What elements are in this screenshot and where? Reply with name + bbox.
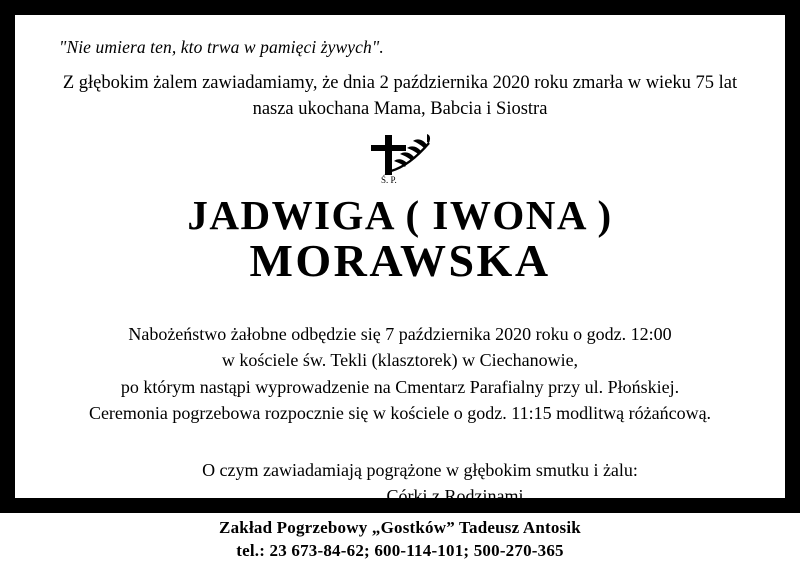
service-line-1: Nabożeństwo żałobne odbędzie się 7 października 2020 roku o godz. 12:00 (128, 324, 672, 345)
cross-with-palm-icon (357, 133, 443, 185)
closing-message (31, 457, 769, 509)
funeral-home-name: Zakład Pogrzebowy „Gostków” Tadeusz Antosik (219, 518, 581, 537)
service-line-4: Ceremonia pogrzebowa rozpocznie się w kościele o godz. 11:15 modlitwą różańcową. (88, 403, 712, 424)
memorial-quote: "Nie umiera ten, kto trwa w pamięci żywych". (59, 37, 384, 57)
service-line-3: po którym nastąpi wyprowadzenie na Cmentarz Parafialny przy ul. Płońskiej. (120, 376, 680, 397)
deceased-surname: MORAWSKA (249, 235, 551, 287)
service-line-2: w kościele św. Tekli (klasztorek) w Ciechanowie, (221, 350, 579, 371)
announcement-line-2: nasza ukochana Mama, Babcia i Siostra (252, 99, 548, 120)
deceased-first-names: JADWIGA ( IWONA ) (187, 191, 613, 238)
closing-line-1: O czym zawiadamiają pogrążone w głębokim smutku i żalu: (202, 459, 638, 480)
sp-inscription: Ś. P. (381, 174, 397, 185)
announcement-line-1: Z głębokim żalem zawiadamiamy, że dnia 2 października 2020 roku zmarła w wieku 75 lat (62, 73, 738, 93)
funeral-home-phones: tel.: 23 673-84-62; 600-114-101; 500-270-365 (236, 540, 564, 560)
funeral-home-footer (0, 513, 800, 560)
closing-line-2: Córki z Rodzinami (386, 485, 524, 506)
notice-content (12, 12, 788, 506)
announcement-text (31, 70, 769, 123)
service-details (31, 321, 769, 427)
deceased-name (31, 193, 769, 288)
cross-emblem (31, 133, 769, 185)
